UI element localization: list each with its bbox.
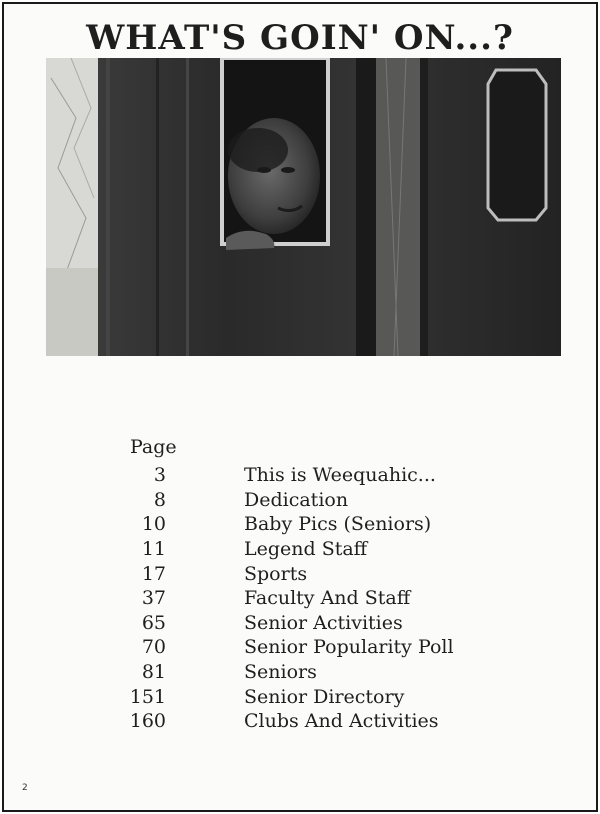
toc-section-title: Baby Pics (Seniors) [244, 513, 432, 535]
toc-section-title: Clubs And Activities [244, 710, 439, 732]
page-number: 2 [22, 783, 28, 793]
toc-section-title: Legend Staff [244, 538, 368, 560]
toc-section-title: Seniors [244, 661, 317, 683]
toc-page-number: 8 [153, 489, 166, 511]
toc-section-title: Senior Popularity Poll [244, 636, 454, 658]
student-looking-through-door-window-icon [46, 58, 561, 356]
toc-page-number: 37 [141, 587, 166, 609]
list-item [4, 464, 596, 488]
list-item [4, 563, 596, 587]
toc-header: Page [130, 436, 177, 458]
toc-page-number: 160 [129, 710, 166, 732]
toc-page-number: 65 [141, 612, 166, 634]
list-item [4, 587, 596, 611]
door-photo [46, 58, 561, 356]
toc-page-number: 17 [141, 563, 166, 585]
toc-section-title: Senior Activities [244, 612, 403, 634]
yearbook-page [2, 2, 598, 812]
list-item [4, 513, 596, 537]
list-item [4, 612, 596, 636]
list-item [4, 710, 596, 734]
list-item [4, 636, 596, 660]
list-item [4, 661, 596, 685]
toc-page-number: 81 [141, 661, 166, 683]
toc-section-title: This is Weequahic... [244, 464, 436, 486]
list-item [4, 489, 596, 513]
toc-page-number: 151 [129, 686, 166, 708]
toc-page-number: 70 [141, 636, 166, 658]
list-item [4, 538, 596, 562]
toc-section-title: Sports [244, 563, 308, 585]
page-title: WHAT'S GOIN' ON...? [86, 18, 514, 58]
toc-page-number: 3 [153, 464, 166, 486]
toc-section-title: Faculty And Staff [244, 587, 411, 609]
toc-section-title: Dedication [244, 489, 349, 511]
list-item [4, 686, 596, 710]
toc-page-number: 10 [141, 513, 166, 535]
toc-page-number: 11 [141, 538, 166, 560]
toc-section-title: Senior Directory [244, 686, 405, 708]
